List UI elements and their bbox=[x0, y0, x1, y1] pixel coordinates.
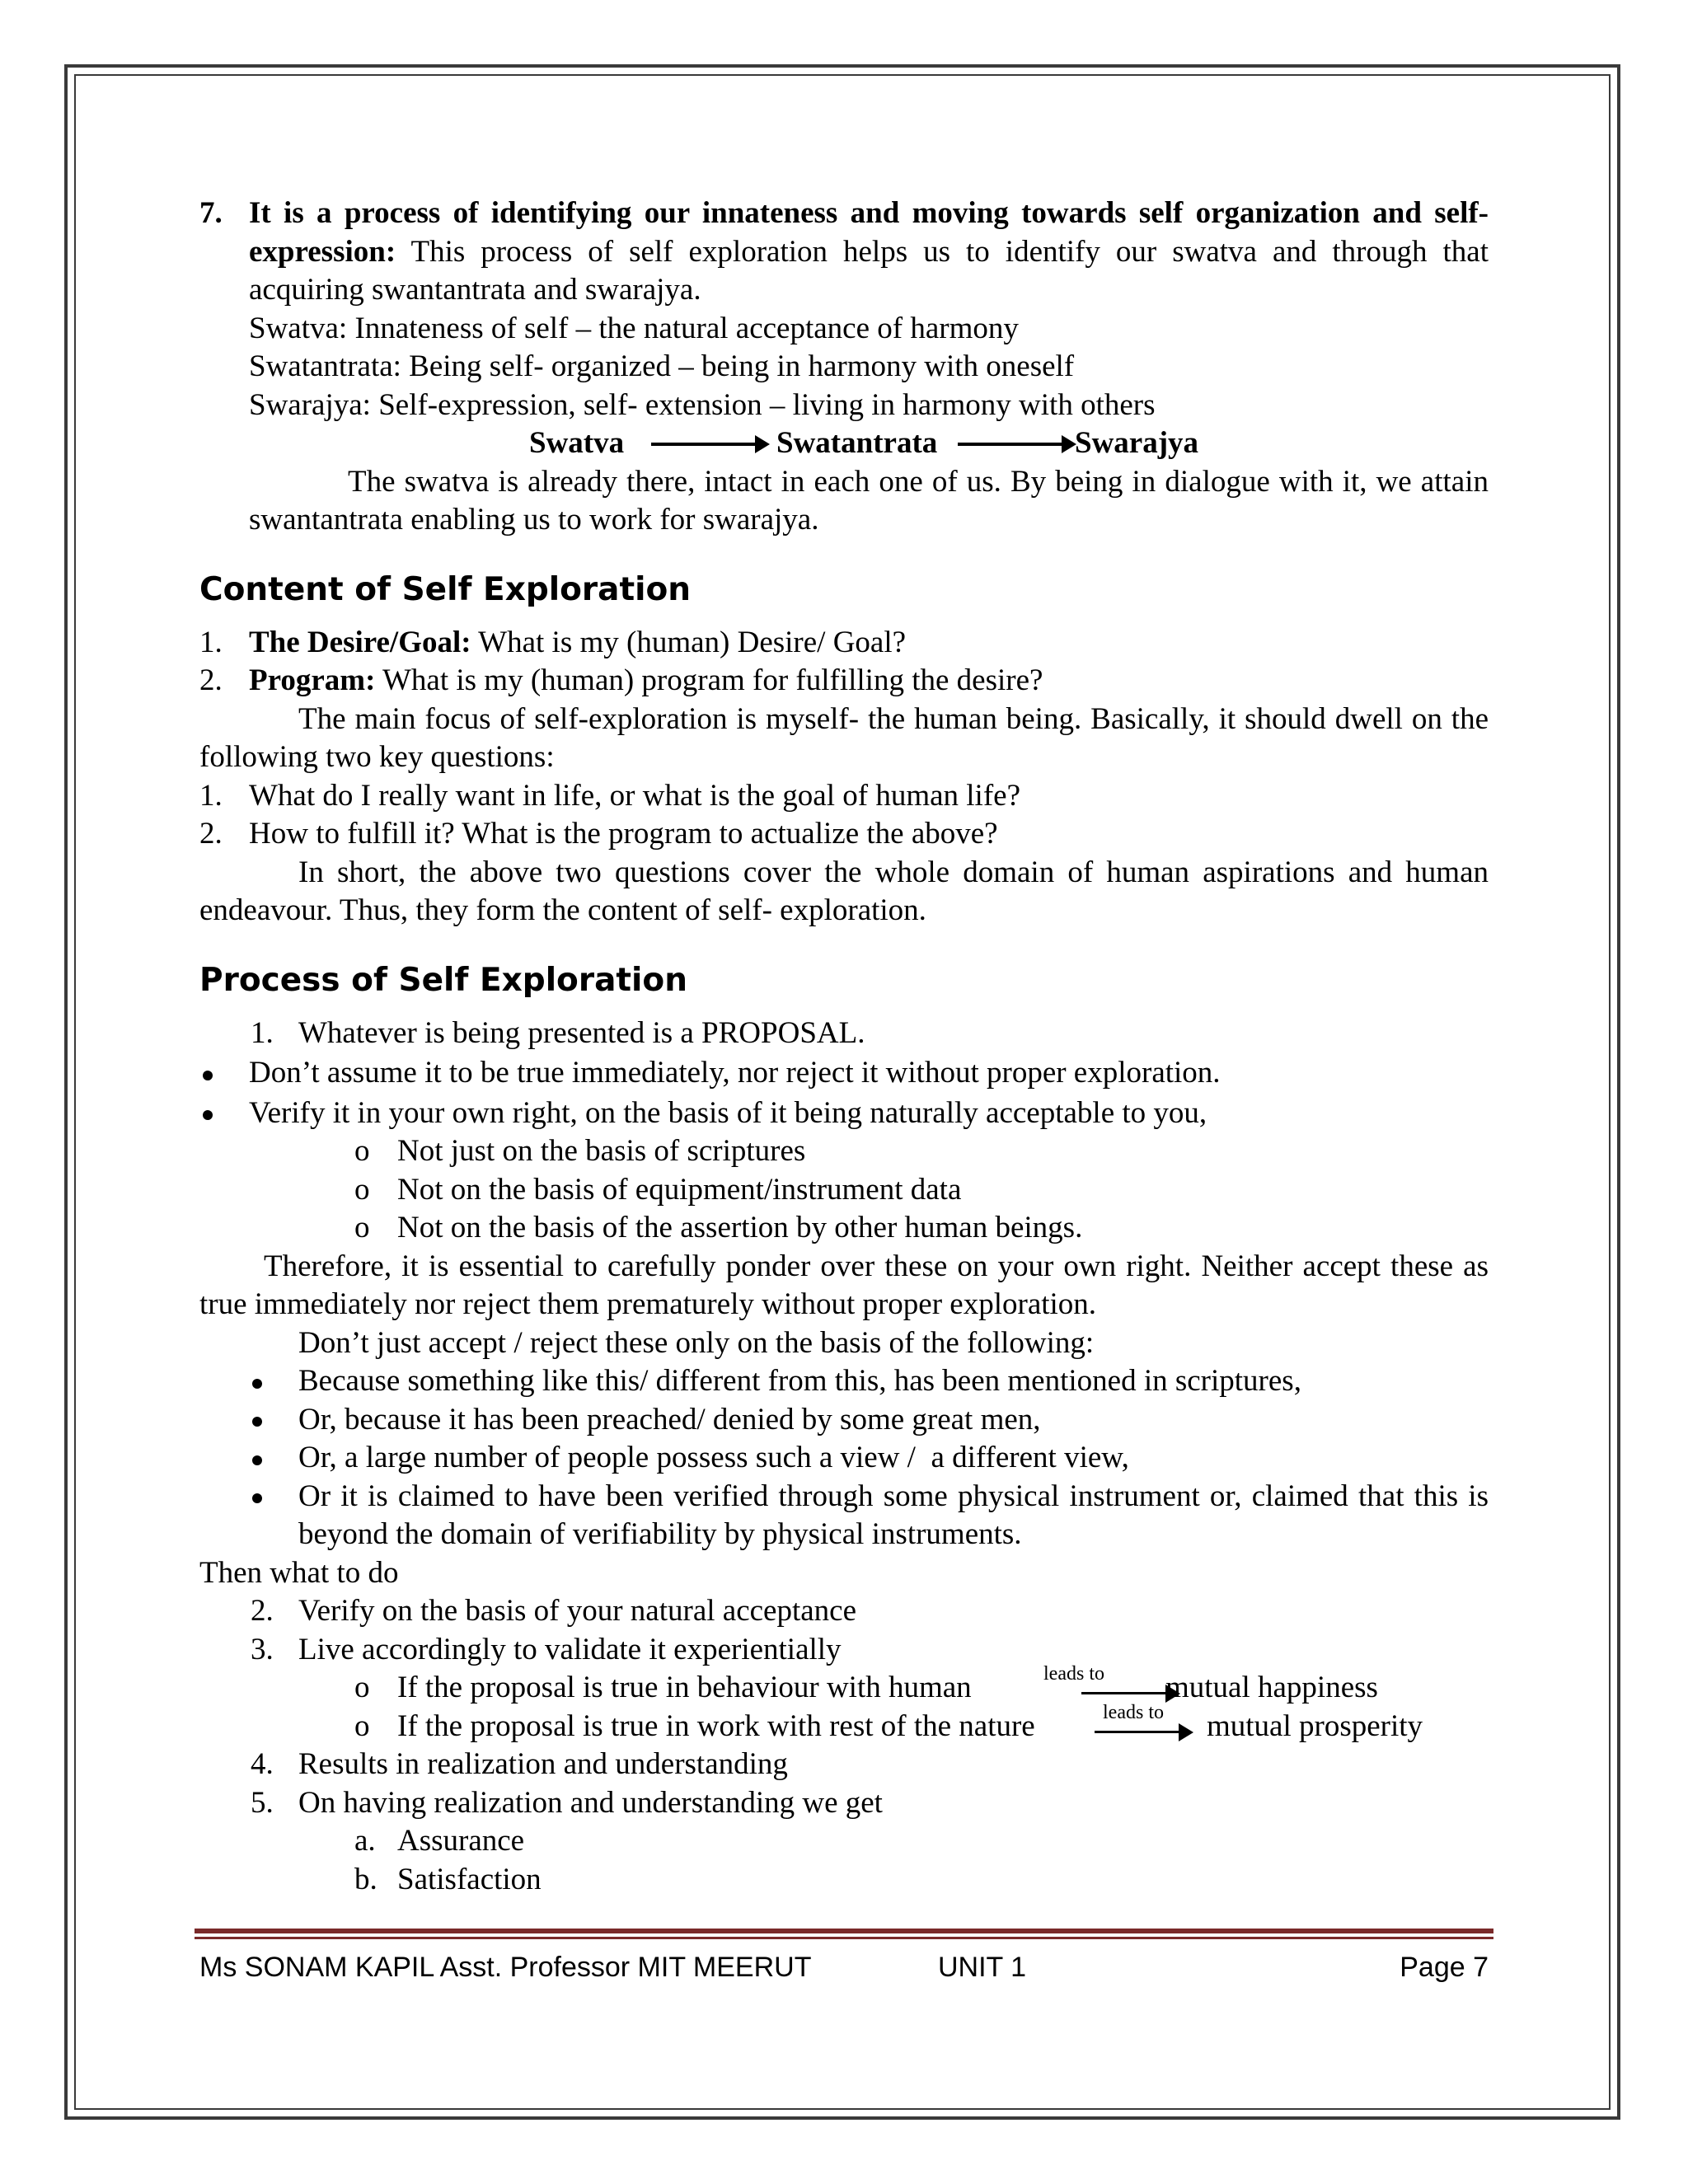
flow-swatantrata: Swatantrata bbox=[776, 426, 938, 460]
process-bullet-2 bbox=[199, 1094, 1489, 1133]
def-swatantrata bbox=[199, 348, 1489, 387]
footer-page-number: Page 7 bbox=[1400, 1952, 1489, 1983]
footer-rule-thin bbox=[195, 1937, 1493, 1939]
dont-bullet-4-text: Or it is claimed to have been verified through some physical instrument or, claimed that this is beyond the domain of verifiability by physical instruments. bbox=[298, 1479, 1489, 1551]
dont-bullet-2-text: Or, because it has been preached/ denied by some great men, bbox=[298, 1402, 1041, 1436]
step-3-num: 3. bbox=[251, 1632, 274, 1666]
question-2-num: 2. bbox=[199, 817, 223, 851]
sub-alpha-a-text: Assurance bbox=[397, 1824, 525, 1858]
def-swatva-text: Swatva: Innateness of self – the natural acceptance of harmony bbox=[249, 311, 1019, 345]
question-2 bbox=[199, 815, 1489, 854]
proposal-1 bbox=[199, 1663, 1489, 1708]
bullet-icon bbox=[203, 1094, 213, 1133]
proposal-1-lead: If the proposal is true in behaviour with human bbox=[397, 1671, 972, 1704]
question-1-num: 1. bbox=[199, 778, 223, 813]
point-7-closing bbox=[199, 463, 1489, 540]
sub-o-1-text: Not just on the basis of scriptures bbox=[397, 1134, 806, 1168]
sub-o-3 bbox=[199, 1209, 1489, 1248]
flow-swarajya: Swarajya bbox=[1075, 426, 1199, 460]
question-1-text: What do I really want in life, or what is the goal of human life? bbox=[249, 778, 1021, 813]
def-swarajya-text: Swarajya: Self-expression, self- extension – living in harmony with others bbox=[249, 387, 1156, 422]
proposal-2-arrow-label: leads to bbox=[1103, 1701, 1164, 1723]
content-item-1-text: What is my (human) Desire/ Goal? bbox=[471, 625, 907, 659]
flow-arrow-1 bbox=[651, 443, 767, 446]
step-2-text: Verify on the basis of your natural acceptance bbox=[298, 1594, 857, 1628]
proposal-2 bbox=[199, 1701, 1489, 1746]
dont-bullet-2 bbox=[199, 1401, 1489, 1440]
step-3-text: Live accordingly to validate it experientially bbox=[298, 1632, 842, 1666]
sub-alpha-b-num: b. bbox=[354, 1862, 377, 1896]
circle-bullet-icon: o bbox=[354, 1172, 370, 1207]
step-5-text: On having realization and understanding we get bbox=[298, 1785, 883, 1820]
bullet-icon bbox=[252, 1362, 262, 1401]
circle-bullet-icon: o bbox=[354, 1671, 370, 1704]
step-2-num: 2. bbox=[251, 1594, 274, 1628]
document-body bbox=[199, 194, 1489, 1899]
sub-o-3-text: Not on the basis of the assertion by other human beings. bbox=[397, 1211, 1083, 1244]
proposal-1-arrow bbox=[1081, 1692, 1177, 1694]
proposal-1-result: mutual happiness bbox=[1165, 1671, 1378, 1704]
content-item-2-num: 2. bbox=[199, 663, 223, 697]
sub-o-2-text: Not on the basis of equipment/instrument data bbox=[397, 1172, 962, 1207]
point-7-text: This process of self exploration helps us to identify our swatva and through that acquiring swantantrata and swarajya. bbox=[249, 234, 1489, 307]
step-5 bbox=[199, 1784, 1489, 1823]
circle-bullet-icon: o bbox=[354, 1211, 370, 1244]
def-swatva bbox=[199, 310, 1489, 349]
step-4 bbox=[199, 1746, 1489, 1784]
dont-bullet-3 bbox=[199, 1439, 1489, 1478]
bullet-icon bbox=[252, 1478, 262, 1516]
content-item-2 bbox=[199, 662, 1489, 701]
page-footer bbox=[199, 1947, 1489, 1988]
point-7-closing-text: The swatva is already there, intact in each one of us. By being in dialogue with it, we attain swantantrata enabling us to work for swarajya. bbox=[249, 464, 1489, 537]
step-4-text: Results in realization and understanding bbox=[298, 1747, 788, 1781]
bullet-icon bbox=[252, 1439, 262, 1478]
content-para-2: In short, the above two questions cover the whole domain of human aspirations and human endeavour. Thus, they form the content of self- exploration. bbox=[199, 855, 1489, 927]
dont-bullet-1-text: Because something like this/ different from this, has been mentioned in scriptures, bbox=[298, 1364, 1301, 1398]
step-4-num: 4. bbox=[251, 1747, 274, 1781]
sub-alpha-b bbox=[199, 1861, 1489, 1900]
question-1 bbox=[199, 777, 1489, 816]
process-para-therefore: Therefore, it is essential to carefully ponder over these on your own right. Neither accept these as true immediately nor reject them prematurely without proper exploration. bbox=[199, 1249, 1489, 1321]
circle-bullet-icon: o bbox=[354, 1708, 370, 1743]
dont-bullet-3-text: Or, a large number of people possess such a view / a different view, bbox=[298, 1441, 1129, 1474]
sub-alpha-a bbox=[199, 1822, 1489, 1861]
sub-alpha-b-text: Satisfaction bbox=[397, 1862, 542, 1896]
proposal-2-lead: If the proposal is true in work with rest of the nature bbox=[397, 1708, 1035, 1743]
step-2 bbox=[199, 1592, 1489, 1631]
heading-content-of-self-exploration: Content of Self Exploration bbox=[199, 570, 692, 608]
then-what-to-do: Then what to do bbox=[199, 1555, 399, 1590]
process-bullet-1-text: Don’t assume it to be true immediately, nor reject it without proper exploration. bbox=[249, 1056, 1221, 1090]
footer-unit: UNIT 1 bbox=[938, 1952, 1027, 1983]
footer-author: Ms SONAM KAPIL Asst. Professor MIT MEERUT bbox=[199, 1952, 812, 1983]
def-swatantrata-text: Swatantrata: Being self- organized – being in harmony with oneself bbox=[249, 349, 1075, 383]
step-5-num: 5. bbox=[251, 1785, 274, 1820]
process-item-1-text: Whatever is being presented is a PROPOSAL. bbox=[298, 1015, 865, 1050]
process-bullet-1 bbox=[199, 1054, 1489, 1093]
def-swarajya bbox=[199, 387, 1489, 425]
proposal-2-result: mutual prosperity bbox=[1207, 1708, 1423, 1743]
content-item-2-text: What is my (human) program for fulfilling the desire? bbox=[375, 663, 1043, 697]
sub-o-1 bbox=[199, 1132, 1489, 1171]
question-2-text: How to fulfill it? What is the program to actualize the above? bbox=[249, 817, 998, 851]
sub-alpha-a-num: a. bbox=[354, 1824, 376, 1858]
content-item-1-bold: The Desire/Goal: bbox=[249, 625, 471, 659]
flow-arrow-2 bbox=[958, 443, 1073, 446]
step-3 bbox=[199, 1631, 1489, 1670]
point-7 bbox=[199, 194, 1489, 310]
footer-rule-thick bbox=[195, 1929, 1493, 1933]
flow-swatva: Swatva bbox=[529, 426, 625, 460]
content-para-1: The main focus of self-exploration is myself- the human being. Basically, it should dwell on the following two key questions: bbox=[199, 701, 1489, 774]
proposal-2-arrow bbox=[1095, 1731, 1190, 1733]
dont-bullet-4 bbox=[199, 1478, 1489, 1554]
dont-bullet-1 bbox=[199, 1362, 1489, 1401]
process-dont-line: Don’t just accept / reject these only on the basis of the following: bbox=[298, 1325, 1095, 1360]
sub-o-2 bbox=[199, 1171, 1489, 1210]
point-7-bold-lead: It is a process of identifying our innateness and moving towards self organization and self-expression: bbox=[249, 196, 1489, 269]
process-item-1-num: 1. bbox=[251, 1015, 274, 1050]
bullet-icon bbox=[252, 1401, 262, 1440]
content-item-2-bold: Program: bbox=[249, 663, 376, 697]
process-bullet-2-text: Verify it in your own right, on the basis of it being naturally acceptable to you, bbox=[249, 1095, 1207, 1130]
process-item-1 bbox=[199, 1015, 1489, 1053]
content-item-1 bbox=[199, 624, 1489, 663]
proposal-1-arrow-label: leads to bbox=[1043, 1663, 1104, 1685]
point-7-number: 7. bbox=[199, 196, 223, 230]
content-item-1-num: 1. bbox=[199, 625, 223, 659]
bullet-icon bbox=[203, 1054, 213, 1093]
circle-bullet-icon: o bbox=[354, 1134, 370, 1168]
heading-process-of-self-exploration: Process of Self Exploration bbox=[199, 961, 687, 999]
flow-diagram bbox=[199, 424, 1489, 463]
